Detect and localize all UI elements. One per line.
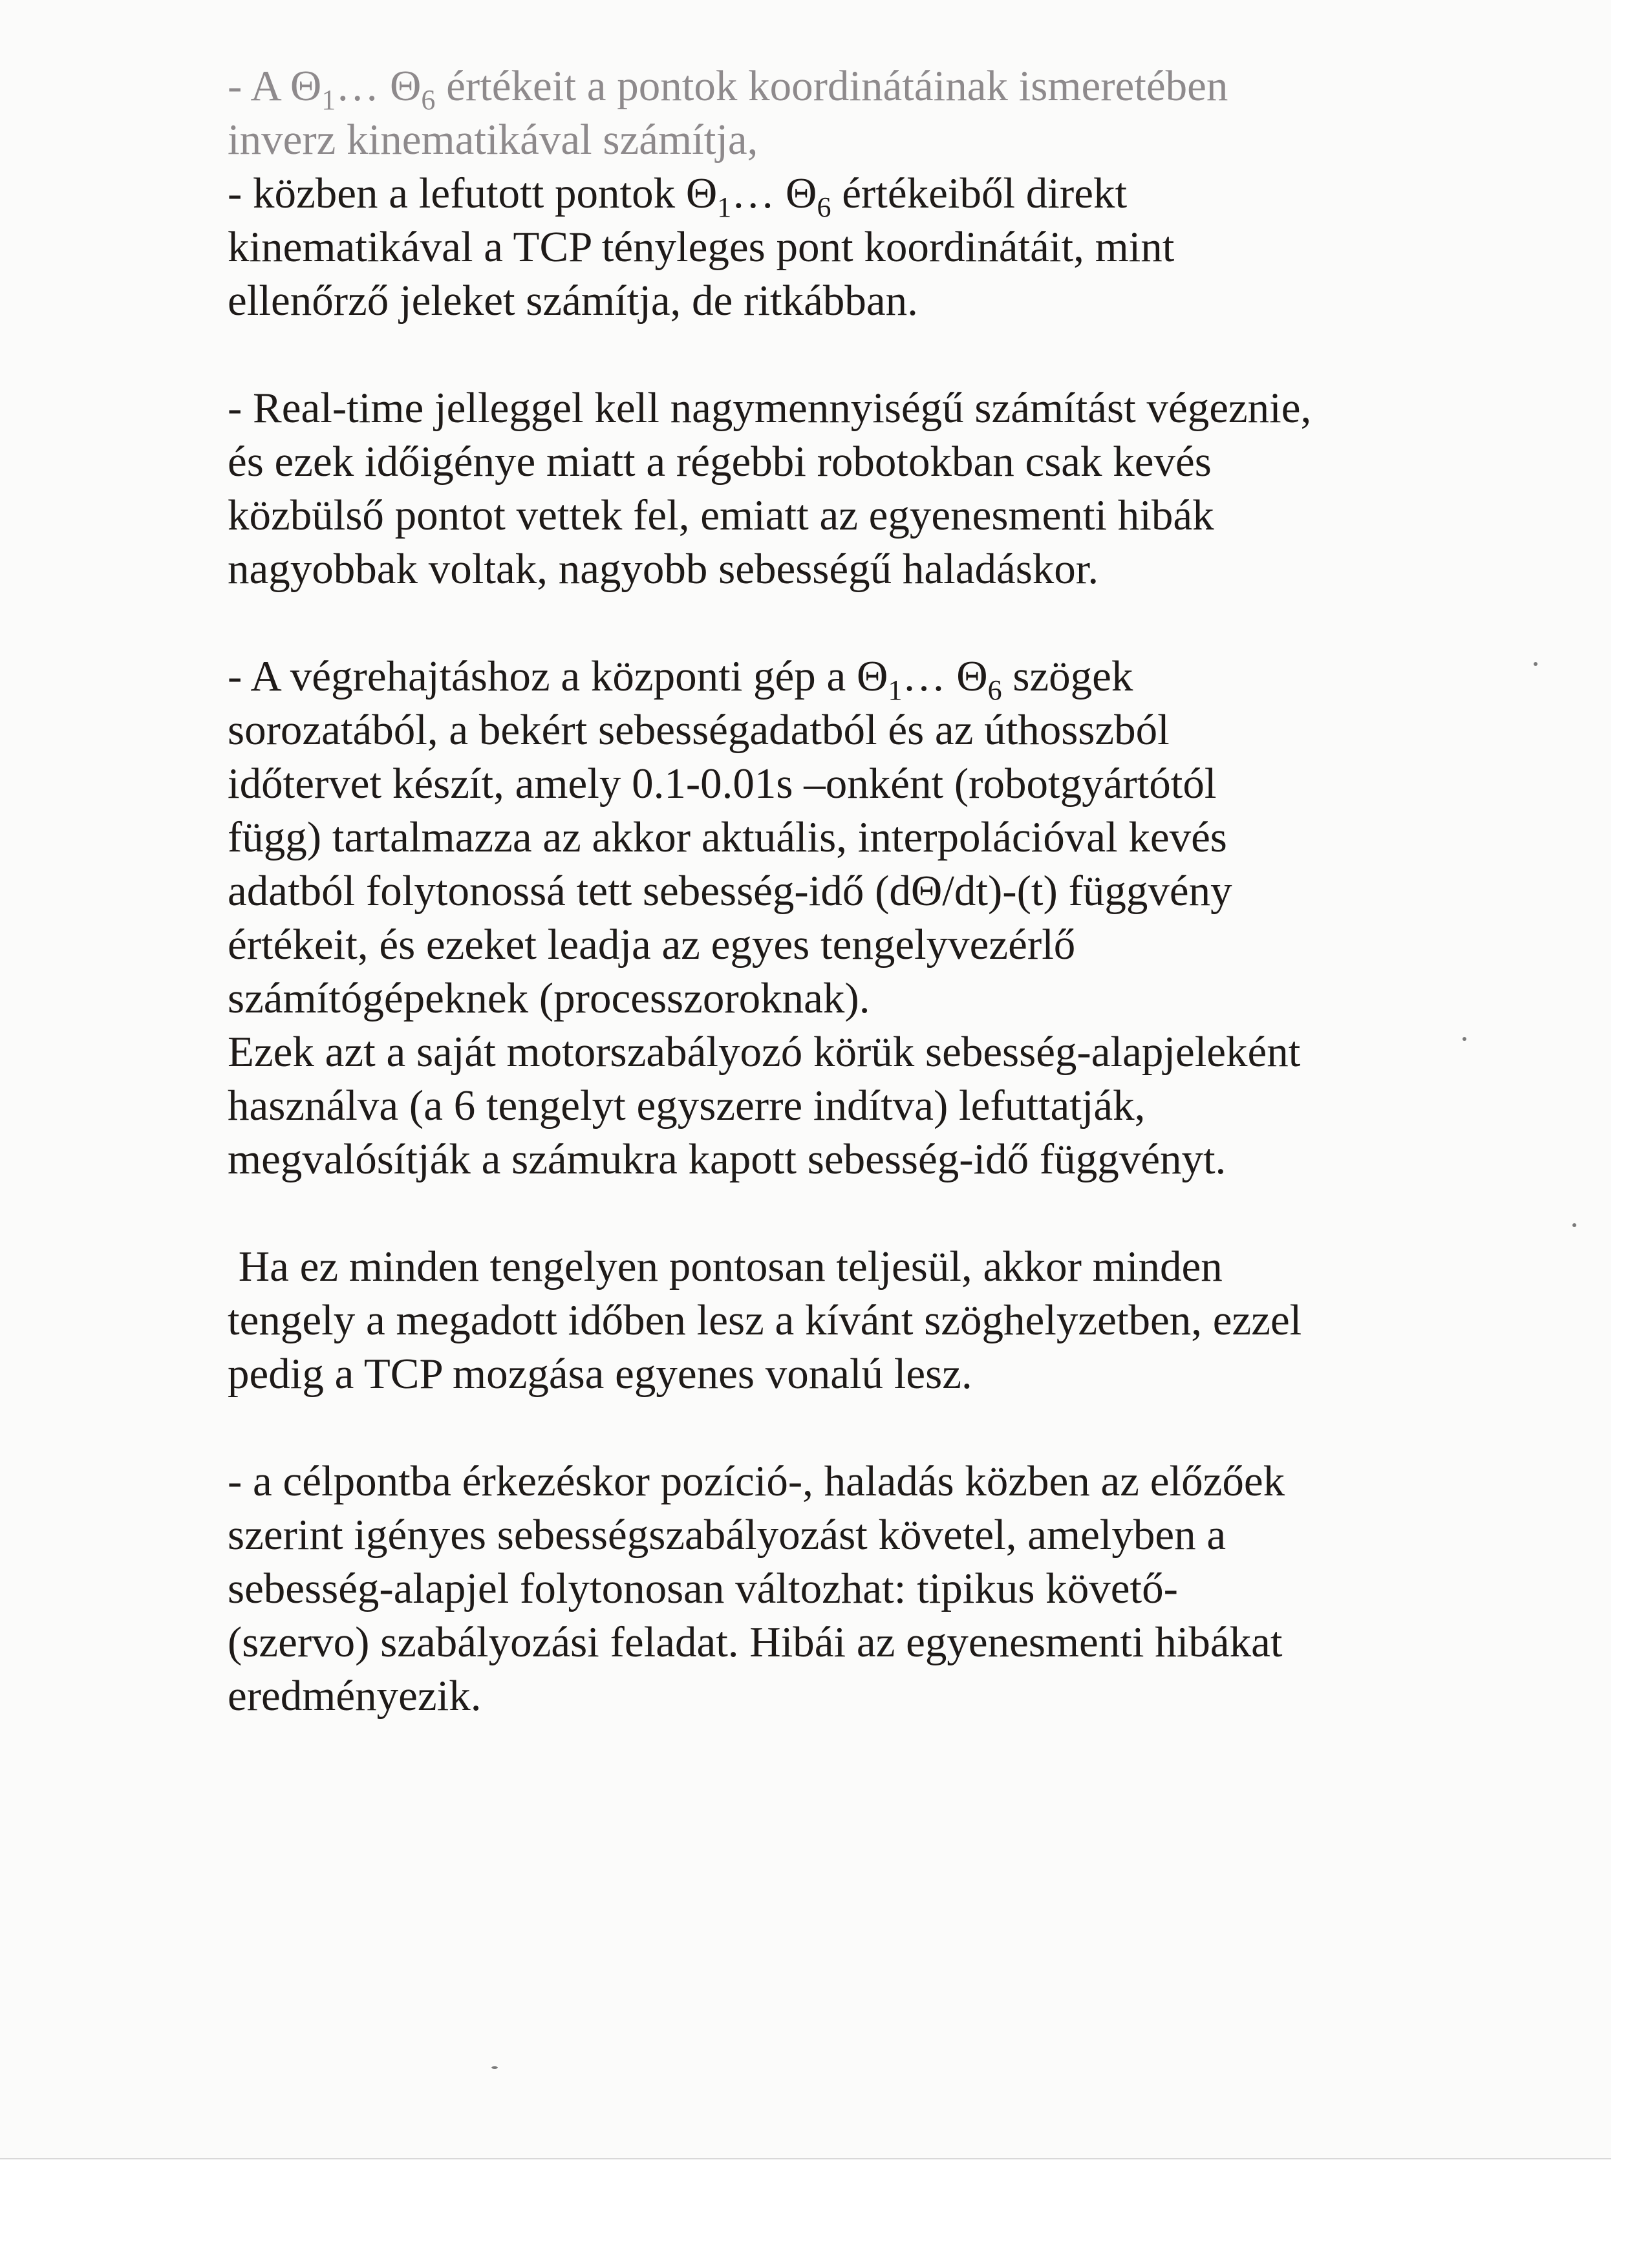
- text-line: eredményezik.: [228, 1672, 482, 1720]
- text-line: kinematikával a TCP tényleges pont koordinátáit, mint: [228, 223, 1175, 271]
- text-line: [228, 113, 1495, 167]
- text-line: (szervo) szabályozási feladat. Hibái az egyenesmenti hibákat: [228, 1618, 1283, 1666]
- paragraph-kinematics: [228, 59, 1495, 328]
- text-line: tengely a megadott időben lesz a kívánt szöghelyzetben, ezzel: [228, 1296, 1302, 1344]
- text-line: közbülső pontot vettek fel, emiatt az egyenesmenti hibák: [228, 491, 1214, 539]
- text-line: adatból folytonossá tett sebesség-idő (dΘ/dt)-(t) függvény: [228, 867, 1232, 915]
- document-body: [228, 59, 1495, 1723]
- paragraph-execution: [228, 650, 1495, 1186]
- text-line: megvalósítják a számukra kapott sebesség-idő függvényt.: [228, 1135, 1227, 1183]
- text-line: függ) tartalmazza az akkor aktuális, interpolációval kevés: [228, 813, 1227, 861]
- paragraph-gap: [228, 1186, 1495, 1240]
- text-line: nagyobbak voltak, nagyobb sebességű haladáskor.: [228, 545, 1099, 593]
- text-line: [228, 59, 1495, 116]
- paragraph-gap: [228, 1401, 1495, 1455]
- paragraph-real-time: [228, 381, 1495, 596]
- text-line: használva (a 6 tengelyt egyszerre indítva) lefuttatják,: [228, 1082, 1146, 1129]
- text-line: időtervet készít, amely 0.1-0.01s –onként (robotgyártótól: [228, 760, 1217, 808]
- text-line: - A $\Theta_1\dots$ $\Theta_6$ értékeit a pontok koordinátáinak ismeretében: [228, 62, 1228, 116]
- scan-speck: [1462, 1037, 1466, 1041]
- scan-speck: [491, 2066, 498, 2069]
- scan-speck: [1534, 662, 1538, 666]
- scan-speck: [1572, 1223, 1576, 1227]
- text-line: szerint igényes sebességszabályozást követel, amelyben a: [228, 1511, 1227, 1559]
- text-line: - közben a lefutott pontok $\Theta_1\dots$ $\Theta_6$ értékeiből direkt: [228, 169, 1128, 223]
- text-line: pedig a TCP mozgása egyenes vonalú lesz.: [228, 1350, 972, 1398]
- text-line: Ha ez minden tengelyen pontosan teljesül, akkor minden: [228, 1243, 1223, 1290]
- paragraph-gap: [228, 328, 1495, 381]
- text-line: sebesség-alapjel folytonosan változhat: tipikus követő-: [228, 1565, 1178, 1612]
- text-line: - Real-time jelleggel kell nagymennyiségű számítást végeznie,: [228, 384, 1312, 432]
- text-line: Ezek azt a saját motorszabályozó körük sebesség-alapjeleként: [228, 1028, 1301, 1076]
- text-line: - a célpontba érkezéskor pozíció-, haladás közben az előzőek: [228, 1457, 1285, 1505]
- scan-margin: [1611, 0, 1650, 2268]
- text-line: és ezek időigénye miatt a régebbi robotokban csak kevés: [228, 438, 1212, 486]
- text-line: számítógépeknek (processzoroknak).: [228, 974, 870, 1022]
- text-line: ellenőrző jeleket számítja, de ritkábban.: [228, 277, 918, 325]
- text-line: - A végrehajtáshoz a központi gép a $\Theta_1\dots$ $\Theta_6$ szögek: [228, 652, 1133, 706]
- paragraph-tcp-motion: [228, 1240, 1495, 1401]
- text-line: értékeit, és ezeket leadja az egyes tengelyvezérlő: [228, 921, 1076, 968]
- text-line: sorozatából, a bekért sebességadatból és az úthosszból: [228, 706, 1170, 754]
- text-line: inverz kinematikával számítja,: [228, 116, 758, 164]
- paragraph-servo-control: [228, 1455, 1495, 1723]
- paragraph-gap: [228, 596, 1495, 650]
